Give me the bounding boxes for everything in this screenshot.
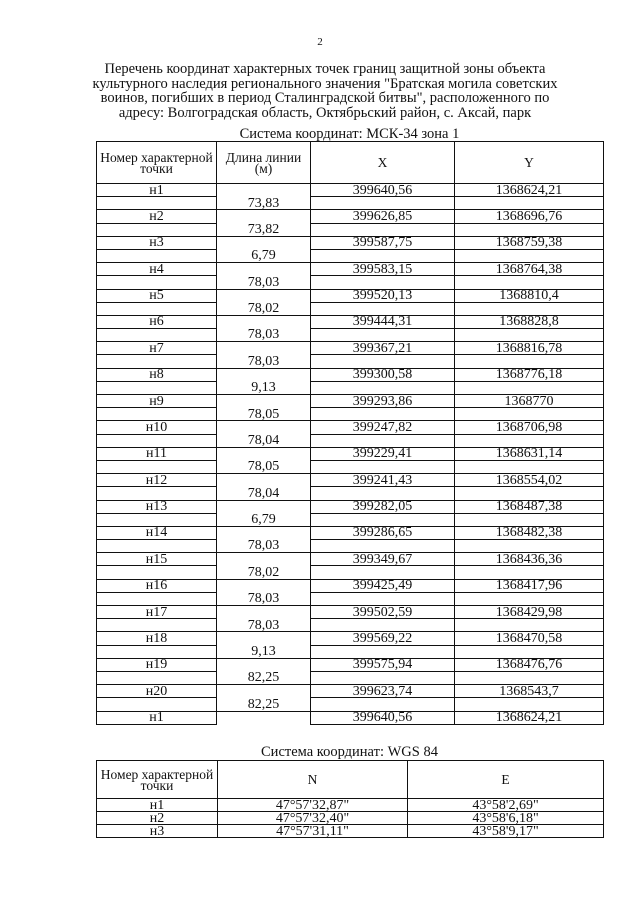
- table-row: [97, 526, 604, 539]
- length-cell-empty: [217, 395, 311, 408]
- segment-row: [97, 592, 604, 605]
- table-row: [97, 368, 604, 381]
- blank-cell: [311, 487, 455, 500]
- length-cell-empty: [217, 263, 311, 276]
- table-row: [97, 579, 604, 592]
- table-row: [97, 210, 604, 223]
- x-cell: 399444,31: [311, 315, 455, 328]
- page-number: 2: [317, 36, 323, 48]
- table2-caption: Система координат: WGS 84: [261, 744, 438, 760]
- point-id-cell: н5: [97, 289, 217, 302]
- y-cell: 1368487,38: [455, 500, 604, 513]
- x-cell: 399623,74: [311, 685, 455, 698]
- point-id-cell: н6: [97, 315, 217, 328]
- table-row: [97, 342, 604, 355]
- blank-cell: [311, 408, 455, 421]
- x-cell: 399282,05: [311, 500, 455, 513]
- blank-cell: [311, 645, 455, 658]
- blank-cell: [311, 355, 455, 368]
- x-cell: 399520,13: [311, 289, 455, 302]
- table-row: [97, 315, 604, 328]
- table-row: [97, 263, 604, 276]
- blank-cell: [97, 355, 217, 368]
- blank-cell: [455, 223, 604, 236]
- blank-cell: [455, 487, 604, 500]
- x-cell: 399229,41: [311, 447, 455, 460]
- blank-cell: [97, 302, 217, 315]
- header-e: E: [408, 761, 604, 799]
- table-row: [97, 236, 604, 249]
- n-cell: 47°57'31,11": [218, 825, 408, 838]
- table-row: [97, 812, 604, 825]
- line-length-cell: 9,13: [217, 381, 311, 394]
- length-cell-empty: [217, 711, 311, 724]
- coordinates-table-wgs84: [96, 760, 604, 838]
- y-cell: 1368816,78: [455, 342, 604, 355]
- table-row: [97, 685, 604, 698]
- table-row: [97, 825, 604, 838]
- blank-cell: [97, 513, 217, 526]
- line-length-cell: 78,03: [217, 329, 311, 342]
- header-y: Y: [455, 142, 604, 184]
- x-cell: 399247,82: [311, 421, 455, 434]
- x-cell: 399587,75: [311, 236, 455, 249]
- x-cell: 399300,58: [311, 368, 455, 381]
- point-id-cell: н19: [97, 658, 217, 671]
- line-length-cell: 78,03: [217, 355, 311, 368]
- y-cell: 1368624,21: [455, 711, 604, 724]
- segment-row: [97, 566, 604, 579]
- table-row: [97, 632, 604, 645]
- point-id-cell: н12: [97, 474, 217, 487]
- y-cell: 1368554,02: [455, 474, 604, 487]
- segment-row: [97, 249, 604, 262]
- y-cell: 1368770: [455, 395, 604, 408]
- segment-row: [97, 197, 604, 210]
- y-cell: 1368631,14: [455, 447, 604, 460]
- blank-cell: [455, 329, 604, 342]
- y-cell: 1368482,38: [455, 526, 604, 539]
- segment-row: [97, 698, 604, 711]
- blank-cell: [455, 381, 604, 394]
- blank-cell: [311, 381, 455, 394]
- point-id-cell: н15: [97, 553, 217, 566]
- x-cell: 399286,65: [311, 526, 455, 539]
- blank-cell: [97, 460, 217, 473]
- segment-row: [97, 408, 604, 421]
- x-cell: 399241,43: [311, 474, 455, 487]
- segment-row: [97, 645, 604, 658]
- blank-cell: [455, 355, 604, 368]
- x-cell: 399583,15: [311, 263, 455, 276]
- blank-cell: [455, 566, 604, 579]
- length-cell-empty: [217, 184, 311, 197]
- blank-cell: [455, 276, 604, 289]
- line-length-cell: 78,03: [217, 619, 311, 632]
- blank-cell: [455, 540, 604, 553]
- blank-cell: [455, 698, 604, 711]
- header-x: X: [311, 142, 455, 184]
- blank-cell: [311, 223, 455, 236]
- point-id-cell: н10: [97, 421, 217, 434]
- line-length-cell: 9,13: [217, 645, 311, 658]
- table-row: [97, 606, 604, 619]
- y-cell: 1368810,4: [455, 289, 604, 302]
- line-length-cell: 78,02: [217, 566, 311, 579]
- blank-cell: [311, 540, 455, 553]
- y-cell: 1368706,98: [455, 421, 604, 434]
- point-id-cell: н17: [97, 606, 217, 619]
- segment-row: [97, 223, 604, 236]
- header-length: Длина линии (м): [217, 142, 311, 184]
- blank-cell: [455, 619, 604, 632]
- point-id-cell: н3: [97, 825, 218, 838]
- segment-row: [97, 329, 604, 342]
- table2-header-row: [97, 761, 604, 799]
- line-length-cell: 78,04: [217, 487, 311, 500]
- blank-cell: [455, 671, 604, 684]
- blank-cell: [97, 487, 217, 500]
- x-cell: 399425,49: [311, 579, 455, 592]
- x-cell: 399569,22: [311, 632, 455, 645]
- blank-cell: [455, 592, 604, 605]
- n-cell: 47°57'32,40": [218, 812, 408, 825]
- blank-cell: [97, 276, 217, 289]
- segment-row: [97, 434, 604, 447]
- line-length-cell: 78,02: [217, 302, 311, 315]
- blank-cell: [97, 592, 217, 605]
- point-id-cell: н7: [97, 342, 217, 355]
- line-length-cell: 78,03: [217, 592, 311, 605]
- blank-cell: [311, 671, 455, 684]
- point-id-cell: н8: [97, 368, 217, 381]
- segment-row: [97, 513, 604, 526]
- line-length-cell: 73,82: [217, 223, 311, 236]
- point-id-cell: н1: [97, 184, 217, 197]
- table2-body: [97, 799, 604, 838]
- table-row: [97, 799, 604, 812]
- table-row: [97, 500, 604, 513]
- header-point: Номер характерной точки: [97, 142, 217, 184]
- blank-cell: [311, 460, 455, 473]
- x-cell: 399293,86: [311, 395, 455, 408]
- table-row: [97, 658, 604, 671]
- blank-cell: [97, 249, 217, 262]
- y-cell: 1368776,18: [455, 368, 604, 381]
- table-row: [97, 447, 604, 460]
- blank-cell: [311, 592, 455, 605]
- blank-cell: [455, 513, 604, 526]
- x-cell: 399502,59: [311, 606, 455, 619]
- document-title: Перечень координат характерных точек границ защитной зоны объекта культурного наследия регионального значения "Братская могила советских воинов, погибших в период Сталинградской битвы", расположенного по адресу: Волгоградская область, Октябрьский район, с. Аксай, парк: [92, 61, 558, 121]
- x-cell: 399349,67: [311, 553, 455, 566]
- y-cell: 1368764,38: [455, 263, 604, 276]
- table1-caption: Система координат: МСК-34 зона 1: [239, 126, 460, 142]
- line-length-cell: 6,79: [217, 513, 311, 526]
- y-cell: 1368696,76: [455, 210, 604, 223]
- line-length-cell: 82,25: [217, 698, 311, 711]
- segment-row: [97, 671, 604, 684]
- blank-cell: [311, 276, 455, 289]
- y-cell: 1368429,98: [455, 606, 604, 619]
- x-cell: 399640,56: [311, 711, 455, 724]
- point-id-cell: н4: [97, 263, 217, 276]
- blank-cell: [97, 619, 217, 632]
- segment-row: [97, 276, 604, 289]
- x-cell: 399575,94: [311, 658, 455, 671]
- blank-cell: [97, 381, 217, 394]
- table-row: [97, 553, 604, 566]
- point-id-cell: н2: [97, 812, 218, 825]
- table-row: [97, 184, 604, 197]
- length-cell-empty: [217, 685, 311, 698]
- table-row: [97, 421, 604, 434]
- blank-cell: [311, 619, 455, 632]
- length-cell-empty: [217, 342, 311, 355]
- segment-row: [97, 540, 604, 553]
- coordinates-table-msk34: [96, 141, 604, 725]
- length-cell-empty: [217, 606, 311, 619]
- table-row: [97, 711, 604, 724]
- point-id-cell: н13: [97, 500, 217, 513]
- header-n: N: [218, 761, 408, 799]
- table1-header-row: [97, 142, 604, 184]
- x-cell: 399626,85: [311, 210, 455, 223]
- point-id-cell: н9: [97, 395, 217, 408]
- line-length-cell: 78,04: [217, 434, 311, 447]
- blank-cell: [311, 249, 455, 262]
- blank-cell: [455, 408, 604, 421]
- y-cell: 1368436,36: [455, 553, 604, 566]
- y-cell: 1368470,58: [455, 632, 604, 645]
- blank-cell: [97, 671, 217, 684]
- e-cell: 43°58'6,18": [408, 812, 604, 825]
- blank-cell: [311, 698, 455, 711]
- table1-body: [97, 184, 604, 725]
- e-cell: 43°58'9,17": [408, 825, 604, 838]
- segment-row: [97, 460, 604, 473]
- blank-cell: [311, 513, 455, 526]
- y-cell: 1368417,96: [455, 579, 604, 592]
- blank-cell: [311, 302, 455, 315]
- segment-row: [97, 381, 604, 394]
- e-cell: 43°58'2,69": [408, 799, 604, 812]
- y-cell: 1368543,7: [455, 685, 604, 698]
- blank-cell: [311, 197, 455, 210]
- blank-cell: [311, 434, 455, 447]
- point-id-cell: н18: [97, 632, 217, 645]
- blank-cell: [455, 249, 604, 262]
- line-length-cell: 82,25: [217, 671, 311, 684]
- blank-cell: [97, 645, 217, 658]
- table-row: [97, 289, 604, 302]
- blank-cell: [97, 197, 217, 210]
- table-row: [97, 395, 604, 408]
- point-id-cell: н1: [97, 711, 217, 724]
- line-length-cell: 73,83: [217, 197, 311, 210]
- y-cell: 1368759,38: [455, 236, 604, 249]
- x-cell: 399367,21: [311, 342, 455, 355]
- blank-cell: [97, 223, 217, 236]
- blank-cell: [97, 698, 217, 711]
- blank-cell: [97, 540, 217, 553]
- table-row: [97, 474, 604, 487]
- blank-cell: [455, 197, 604, 210]
- point-id-cell: н3: [97, 236, 217, 249]
- y-cell: 1368624,21: [455, 184, 604, 197]
- line-length-cell: 78,03: [217, 540, 311, 553]
- line-length-cell: 6,79: [217, 249, 311, 262]
- blank-cell: [455, 434, 604, 447]
- point-id-cell: н16: [97, 579, 217, 592]
- length-cell-empty: [217, 474, 311, 487]
- segment-row: [97, 619, 604, 632]
- blank-cell: [455, 645, 604, 658]
- header-point: Номер характерной точки: [97, 761, 218, 799]
- segment-row: [97, 355, 604, 368]
- line-length-cell: 78,05: [217, 460, 311, 473]
- y-cell: 1368828,8: [455, 315, 604, 328]
- point-id-cell: н20: [97, 685, 217, 698]
- line-length-cell: 78,05: [217, 408, 311, 421]
- line-length-cell: 78,03: [217, 276, 311, 289]
- segment-row: [97, 302, 604, 315]
- n-cell: 47°57'32,87": [218, 799, 408, 812]
- blank-cell: [311, 329, 455, 342]
- point-id-cell: н2: [97, 210, 217, 223]
- x-cell: 399640,56: [311, 184, 455, 197]
- blank-cell: [97, 566, 217, 579]
- length-cell-empty: [217, 553, 311, 566]
- point-id-cell: н11: [97, 447, 217, 460]
- y-cell: 1368476,76: [455, 658, 604, 671]
- blank-cell: [97, 434, 217, 447]
- blank-cell: [97, 329, 217, 342]
- blank-cell: [455, 302, 604, 315]
- segment-row: [97, 487, 604, 500]
- point-id-cell: н14: [97, 526, 217, 539]
- blank-cell: [311, 566, 455, 579]
- blank-cell: [455, 460, 604, 473]
- point-id-cell: н1: [97, 799, 218, 812]
- blank-cell: [97, 408, 217, 421]
